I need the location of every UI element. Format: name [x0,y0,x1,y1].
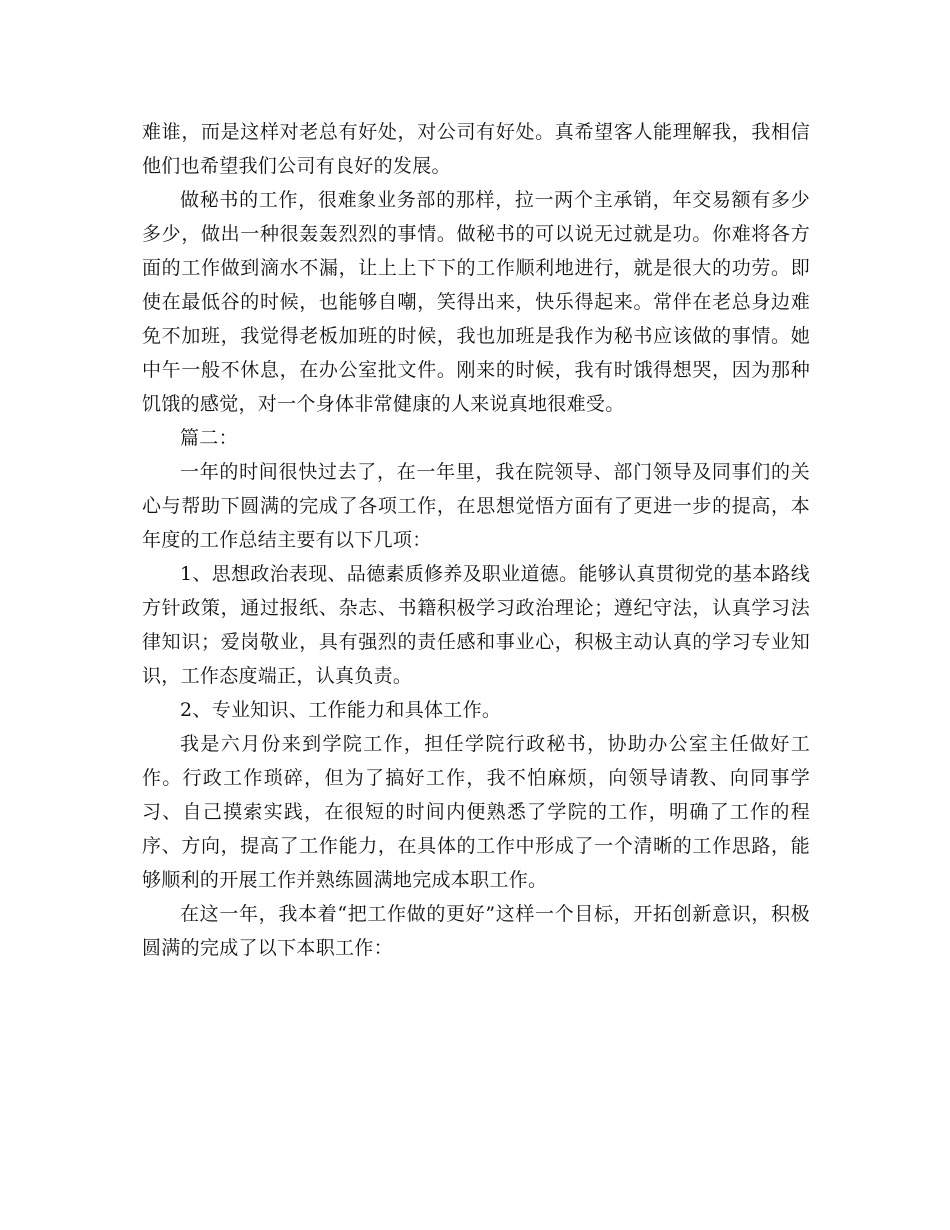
paragraph-continuation: 难谁，而是这样对老总有好处，对公司有好处。真希望客人能理解我，我相信他们也希望我们公司有良好的发展。 [142,121,810,177]
paragraph-work-details: 我是六月份来到学院工作，担任学院行政秘书，协助办公室主任做好工作。行政工作琐碎，但为了搞好工作，我不怕麻烦，向领导请教、向同事学习、自己摸索实践，在很短的时间内便熟悉了学院的工作，明确了工作的程序、方向，提高了工作能力，在具体的工作中形成了一个清晰的工作思路，能够顺利的开展工作并熟练圆满地完成本职工作。 [142,733,810,891]
section-heading-part-two: 篇二： [180,427,238,449]
paragraph-item-1-political: 1、思想政治表现、品德素质修养及职业道德。能够认真贯彻党的基本路线方针政策，通过报纸、杂志、书籍积极学习政治理论；遵纪守法，认真学习法律知识；爱岗敬业，具有强烈的责任感和事业心，积极主动认真的学习专业知识，工作态度端正，认真负责。 [142,563,810,687]
paragraph-year-summary-intro: 一年的时间很快过去了，在一年里，我在院领导、部门领导及同事们的关心与帮助下圆满的完成了各项工作，在思想觉悟方面有了更进一步的提高，本年度的工作总结主要有以下几项： [142,461,810,551]
document-page [142,115,810,965]
paragraph-goal-statement: 在这一年，我本着“把工作做的更好”这样一个目标，开拓创新意识，积极圆满的完成了以下本职工作： [142,903,810,959]
paragraph-item-2-heading: 2、专业知识、工作能力和具体工作。 [180,699,502,721]
paragraph-secretary-work: 做秘书的工作，很难象业务部的那样，拉一两个主承销，年交易额有多少多少，做出一种很轰轰烈烈的事情。做秘书的可以说无过就是功。你难将各方面的工作做到滴水不漏，让上上下下的工作顺利地进行，就是很大的功劳。即使在最低谷的时候，也能够自嘲，笑得出来，快乐得起来。常伴在老总身边难免不加班，我觉得老板加班的时候，我也加班是我作为秘书应该做的事情。她中午一般不休息，在办公室批文件。刚来的时候，我有时饿得想哭，因为那种饥饿的感觉，对一个身体非常健康的人来说真地很难受。 [142,189,810,415]
